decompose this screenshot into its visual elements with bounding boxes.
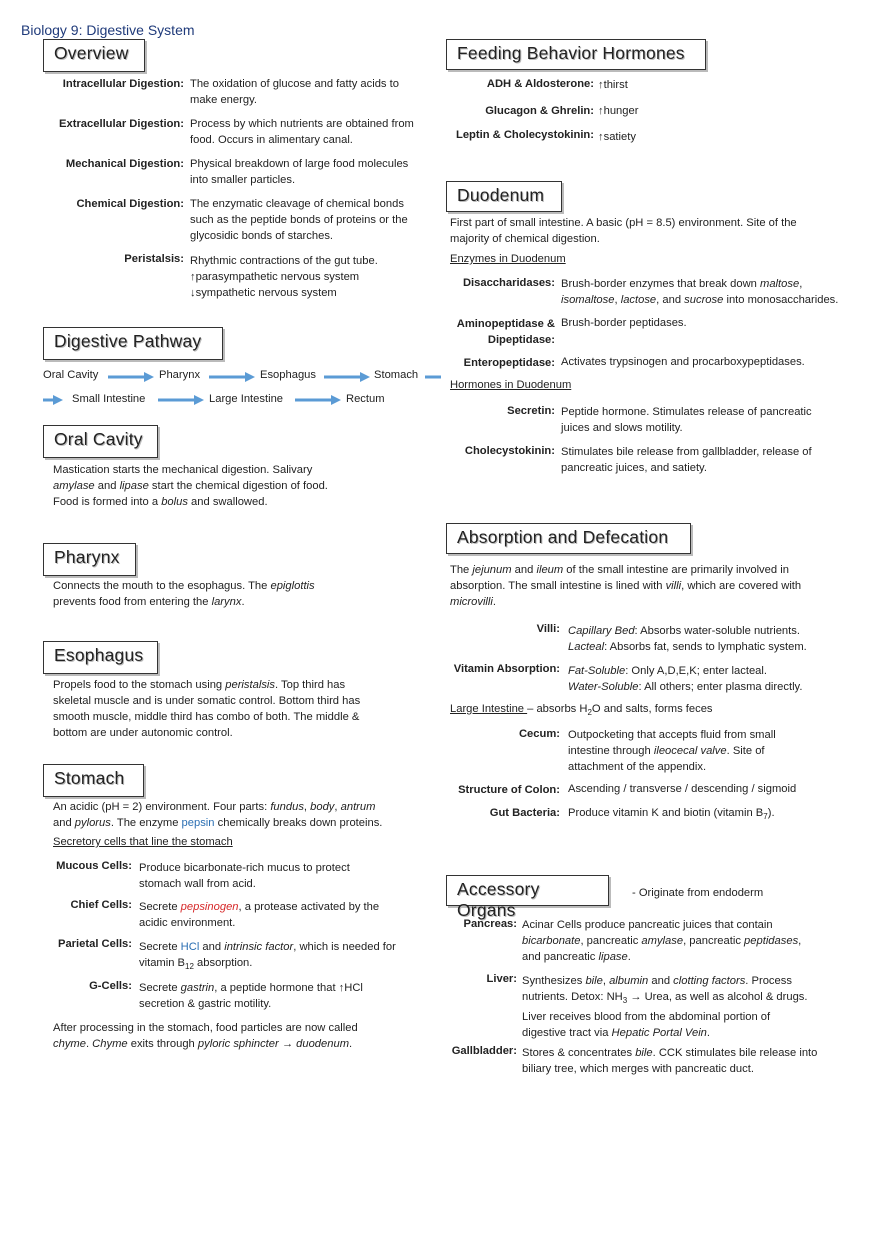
pathway-step: Stomach <box>374 369 419 381</box>
cell-label: Mucous Cells: <box>56 860 132 872</box>
pathway-arrow-icon <box>295 394 341 406</box>
oral-cavity-text: Mastication starts the mechanical digestion. Salivary amylase and lipase start the chemical digestion of food. Food is formed into a bolus and swallowed. <box>53 464 328 508</box>
hormone-label: ADH & Aldosterone: <box>486 78 594 90</box>
accessory-origin-note: - Originate from endoderm <box>632 887 764 899</box>
organ-label: Pancreas: <box>463 918 517 930</box>
enzyme-label: Aminopeptidase & Dipeptidase: <box>456 318 555 346</box>
enzyme-definition: Brush-border enzymes that break down maltose, isomaltose, lactose, and sucrose into monosaccharides. <box>561 278 839 306</box>
absorption-list <box>446 621 866 701</box>
large-intestine-line: Large Intestine – absorbs $H_2O$ and salts, forms feces <box>450 703 713 718</box>
pathway-step: Rectum <box>346 393 385 405</box>
hormone-label: Cholecystokinin: <box>464 445 555 457</box>
pepsinogen-term: pepsinogen <box>180 901 239 913</box>
feeding-hormones-heading: Feeding Behavior Hormones <box>446 39 706 70</box>
stomach-heading: Stomach <box>43 764 144 797</box>
stomach-summary: After processing in the stomach, food particles are now called chyme. Chyme exits through pyloric sphincter → duodenum. <box>53 1022 358 1050</box>
hormone-label: Glucagon & Ghrelin: <box>485 105 594 117</box>
hcl-term: HCl <box>180 941 200 953</box>
cell-label: G-Cells: <box>89 980 132 992</box>
digestive-pathway-heading: Digestive Pathway <box>43 327 223 360</box>
hormone-label: Secretin: <box>507 405 555 417</box>
hormone-effect: ↑thirst <box>598 79 628 91</box>
cell-label: Parietal Cells: <box>58 938 132 950</box>
enzymes-heading: Enzymes in Duodenum <box>450 253 566 265</box>
overview-label: Extracellular Digestion: <box>59 118 184 130</box>
overview-definition: The enzymatic cleavage of chemical bonds such as the peptide bonds of proteins or the glycosidic bonds of starches. <box>190 198 408 242</box>
enzyme-label: Disaccharidases: <box>462 277 555 289</box>
overview-label: Intracellular Digestion: <box>62 78 184 90</box>
organ-definition: Acinar Cells produce pancreatic juices that contain bicarbonate, pancreatic amylase, pancreatic peptidases, and pancreatic lipase. <box>522 919 802 963</box>
hormone-label: Leptin & Cholecystokinin: <box>456 129 594 141</box>
overview-definition: The oxidation of glucose and fatty acids to make energy. <box>190 78 399 106</box>
oral-cavity-heading: Oral Cavity <box>43 425 158 458</box>
overview-definition: Process by which nutrients are obtained from food. Occurs in alimentary canal. <box>190 118 414 146</box>
accessory-organs-heading: Accessory Organs <box>446 875 609 906</box>
colon-label: Cecum: <box>518 728 560 740</box>
duodenum-heading: Duodenum <box>446 181 562 212</box>
absorption-heading: Absorption and Defecation <box>446 523 691 554</box>
pathway-arrow-icon <box>324 371 370 383</box>
pathway-arrow-icon <box>158 394 204 406</box>
absorption-definition: Fat-Soluble: Only A,D,E,K; enter lacteal. Water-Soluble: All others; enter plasma directly. <box>568 665 803 693</box>
cell-definition: Secrete HCl and intrinsic factor, which is needed for vitamin $B_{12}$ absorption. <box>139 941 396 972</box>
cell-label: Chief Cells: <box>70 899 132 911</box>
enzyme-definition: Activates trypsinogen and procarboxypeptidases. <box>561 356 805 368</box>
pharynx-heading: Pharynx <box>43 543 136 576</box>
organ-label: Liver: <box>486 973 517 985</box>
esophagus-text: Propels food to the stomach using peristalsis. Top third has skeletal muscle and is under somatic control. Bottom third has smooth muscle, middle third has combo of both. The middle & bottom are under autonomic control. <box>53 679 361 739</box>
colon-definition: Produce vitamin K and biotin (vitamin $B_7$). <box>568 807 775 822</box>
pathway-step: Small Intestine <box>72 393 146 405</box>
enzyme-definition: Brush-border peptidases. <box>561 317 687 329</box>
colon-definition: Ascending / transverse / descending / sigmoid <box>568 783 797 795</box>
digestive-pathway <box>0 366 445 410</box>
pathway-step: Esophagus <box>260 369 316 381</box>
hormone-effect: ↑satiety <box>598 131 636 143</box>
accessory-organs-list <box>446 916 866 1086</box>
colon-label: Structure of Colon: <box>458 784 560 796</box>
duodenum-enzymes <box>446 275 866 385</box>
organ-definition: Stores & concentrates bile. CCK stimulates bile release into biliary tree, which merges with pancreatic duct. <box>522 1047 818 1075</box>
absorption-label: Villi: <box>536 623 560 635</box>
colon-label: Gut Bacteria: <box>489 807 560 819</box>
document-title: Biology 9: Digestive System <box>21 22 195 38</box>
overview-definition: Physical breakdown of large food molecules into smaller particles. <box>190 158 409 186</box>
organ-label: Gallbladder: <box>451 1045 517 1057</box>
hormone-definition: Stimulates bile release from gallbladder, release of pancreatic juices, and satiety. <box>561 446 812 474</box>
colon-definition: Outpocketing that accepts fluid from small intestine through ileocecal valve. Site of attachment of the appendix. <box>568 729 776 773</box>
overview-definition: Rhythmic contractions of the gut tube. ↑parasympathetic nervous system ↓sympathetic nervous system <box>190 255 378 299</box>
overview-section <box>0 76 440 311</box>
pepsin-term: pepsin <box>181 817 215 829</box>
secretory-cells-list <box>0 858 440 1018</box>
pathway-arrow-icon <box>108 371 154 383</box>
duodenum-text: First part of small intestine. A basic (pH = 8.5) environment. Site of the majority of chemical digestion. Enzymes in Duodenum <box>450 215 870 267</box>
pathway-step: Large Intestine <box>209 393 284 405</box>
hormone-effect: ↑hunger <box>598 105 639 117</box>
esophagus-heading: Esophagus <box>43 641 158 674</box>
hormone-definition: Peptide hormone. Stimulates release of pancreatic juices and slows motility. <box>561 406 812 434</box>
absorption-label: Vitamin Absorption: <box>453 663 560 675</box>
cell-definition: Produce bicarbonate-rich mucus to protect stomach wall from acid. <box>139 862 350 890</box>
absorption-text: The jejunum and ileum of the small intestine are primarily involved in absorption. The small intestine is lined with villi, which are covered with microvilli. <box>450 564 802 608</box>
secretory-cells-heading: Secretory cells that line the stomach <box>53 836 233 848</box>
pharynx-text: Connects the mouth to the esophagus. The epiglottis prevents food from entering the larynx. <box>53 580 315 608</box>
enzyme-label: Enteropeptidase: <box>463 357 555 369</box>
pathway-arrow-icon <box>43 394 63 406</box>
large-intestine-list <box>446 726 866 826</box>
overview-heading: Overview <box>43 39 145 72</box>
pathway-arrow-icon <box>425 371 441 383</box>
pathway-arrow-icon <box>209 371 255 383</box>
duodenum-hormones <box>446 403 866 483</box>
feeding-hormones-list <box>446 77 866 152</box>
overview-label: Chemical Digestion: <box>76 198 184 210</box>
pathway-step: Pharynx <box>159 369 201 381</box>
pathway-step: Oral Cavity <box>43 369 99 381</box>
organ-definition: Synthesizes bile, albumin and clotting factors. Process nutrients. Detox: $NH_3$ → Urea, as well as alcohol & drugs. Liver receives blood from the abdominal portion of digestive tract via Hepatic Portal Vein. <box>522 975 808 1040</box>
duodenum-hormones-heading: Hormones in Duodenum <box>450 379 572 391</box>
overview-label: Mechanical Digestion: <box>65 158 184 170</box>
stomach-text: An acidic (pH = 2) environment. Four parts: fundus, body, antrum and pylorus. The enzyme pepsin chemically breaks down proteins. Secretory cells that line the stomach <box>53 799 443 850</box>
absorption-definition: Capillary Bed: Absorbs water-soluble nutrients. Lacteal: Absorbs fat, sends to lymphatic system. <box>568 625 807 653</box>
overview-label: Peristalsis: <box>124 253 184 265</box>
cell-definition: Secrete pepsinogen, a protease activated by the acidic environment. <box>139 901 380 929</box>
cell-definition: Secrete gastrin, a peptide hormone that ↑HCl secretion & gastric motility. <box>139 982 363 1010</box>
